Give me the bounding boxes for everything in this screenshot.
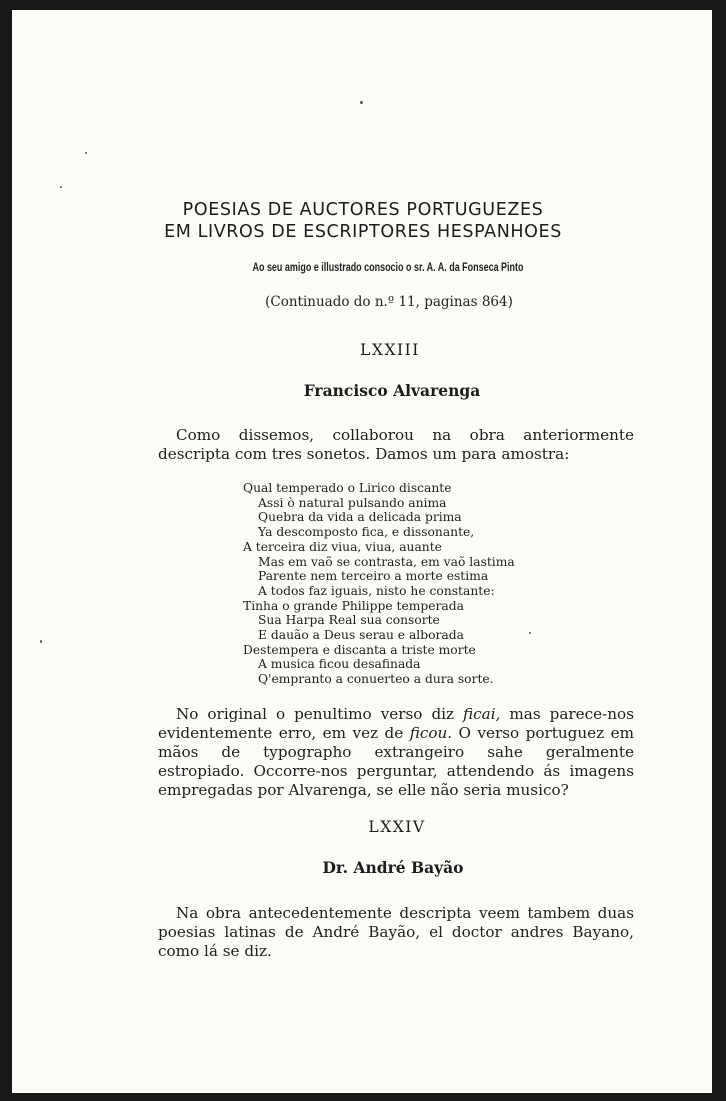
poem-line: Parente nem terceiro a morte estima [258, 569, 489, 584]
section-author-alvarenga: Francisco Alvarenga [303, 381, 481, 400]
note-paragraph [158, 705, 634, 800]
ink-speck [40, 640, 42, 643]
continuation-note: (Continuado do n.º 11, paginas 864) [265, 294, 513, 310]
intro-text: Como dissemos, collaborou na obra anteriormente descripta com tres sonetos. Damos um para amostra: [158, 426, 634, 463]
note-text: O verso portuguez em mãos de typographo extrangeiro sahe geralmente estropiado. Occorre-nos perguntar, attendendo ás imagens empregadas por Alvarenga, se elle não seria musico? [158, 724, 634, 799]
note-text: No original o penultimo verso diz [176, 705, 464, 723]
poem-line: Qual temperado o Lirico discante [243, 481, 452, 495]
poem-line: E dauão a Deus serau e alborada [258, 628, 464, 643]
dedication: Ao seu amigo e illustrado consocio o sr. A. A. da Fonseca Pinto [252, 262, 524, 274]
title-line-1: POESIAS DE AUCTORES PORTUGUEZES [182, 200, 544, 220]
sonnet [243, 481, 543, 687]
poem-line: A musica ficou desafinada [258, 657, 421, 672]
note-text: mas parece-nos evidentemente erro, em vez de [158, 705, 634, 742]
section-numeral-lxxiii: LXXIII [360, 341, 420, 359]
section-author-bayao: Dr. André Bayão [322, 858, 464, 877]
poem-line: Tinha o grande Philippe temperada [243, 598, 464, 613]
poem-line: Mas em vaõ se contrasta, em vaõ lastima [258, 554, 515, 569]
section-numeral-lxxiv: LXXIV [368, 818, 426, 836]
intro-paragraph [158, 426, 634, 464]
poem-line: Q'empranto a conuerteo a dura sorte. [258, 672, 494, 687]
poem-line: Quebra da vida a delicada prima [258, 510, 462, 525]
ink-speck [60, 186, 62, 188]
bayao-paragraph [158, 904, 634, 961]
title-line-2: EM LIVROS DE ESCRIPTORES HESPANHOES [164, 222, 562, 242]
ink-speck [85, 152, 87, 154]
poem-line: Destempera e discanta a triste morte [243, 642, 476, 657]
poem-line: A terceira diz viua, viua, auante [243, 539, 442, 554]
ink-speck [360, 101, 363, 104]
bayao-text: Na obra antecedentemente descripta veem tambem duas poesias latinas de André Bayão, el doctor andres Bayano, como lá se diz. [158, 904, 634, 960]
note-italic-word: ficou. [409, 724, 453, 742]
poem-line: A todos faz iguais, nisto he constante: [258, 583, 495, 598]
poem-line: Sua Harpa Real sua consorte [258, 613, 440, 628]
note-italic-word: ficai, [463, 705, 501, 723]
poem-line: Ya descomposto fica, e dissonante, [258, 525, 475, 540]
poem-line: Assi ò natural pulsando anima [258, 495, 447, 510]
